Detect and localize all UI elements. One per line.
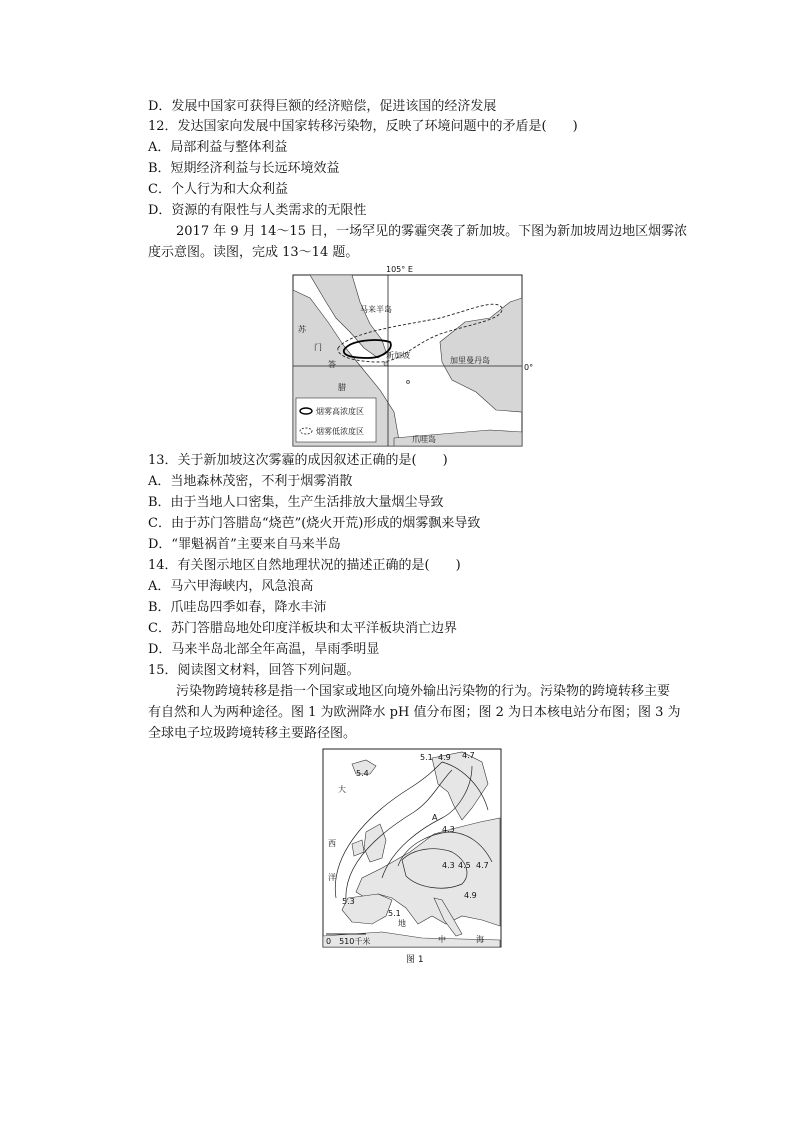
label-da: 大 [338, 785, 346, 794]
legend-high: 烟雾高浓度区 [316, 407, 364, 416]
option-11d: D．发展中国家可获得巨额的经济赔偿，促进该国的经济发展 [148, 99, 497, 114]
question-15: 15．阅读图文材料，回答下列问题。 [148, 663, 360, 678]
value-4-7-b: 4.7 [476, 861, 489, 870]
option-14b: B．爪哇岛四季如春，降水丰沛 [148, 600, 327, 615]
value-4-5: 4.5 [458, 861, 471, 870]
value-4-7: 4.7 [462, 751, 475, 760]
option-12b: B．短期经济利益与长远环境效益 [148, 161, 340, 176]
label-malay: 马来半岛 [360, 305, 392, 314]
value-4-3-a: 4.3 [442, 825, 455, 834]
option-14a: A．马六甲海峡内，风急浪高 [148, 579, 314, 594]
question-13: 13．关于新加坡这次雾霾的成因叙述正确的是( ) [148, 453, 448, 468]
option-14d: D．马来半岛北部全年高温，旱雨季明显 [148, 642, 380, 657]
label-singapore: 新加坡 [386, 351, 410, 360]
value-5-1: 5.1 [420, 753, 433, 762]
question-12: 12．发达国家向发展中国家转移污染物，反映了环境问题中的矛盾是( ) [148, 119, 578, 134]
option-12a: A．局部利益与整体利益 [148, 140, 288, 155]
option-12d: D．资源的有限性与人类需求的无限性 [148, 203, 367, 218]
longitude-label: 105° E [386, 265, 413, 274]
option-13c: C．由于苏门答腊岛“烧芭”(烧火开荒)形成的烟雾飘来导致 [148, 516, 481, 531]
passage-line-1: 2017 年 9 月 14～15 日，一场罕见的雾霾突袭了新加坡。下图为新加坡周边地区烟雾浓 [176, 224, 688, 239]
value-4-9: 4.9 [438, 753, 451, 762]
label-su: 苏 [298, 325, 306, 334]
label-xi: 西 [328, 839, 336, 848]
label-hai: 海 [476, 935, 484, 944]
value-5-3: 5.3 [342, 897, 355, 906]
label-java: 爪哇岛 [412, 435, 436, 444]
label-di: 地 [398, 919, 406, 928]
material-line-2: 有自然和人为两种途径。图 1 为欧洲降水 pH 值分布图；图 2 为日本核电站分布图；图 3 为 [148, 705, 681, 720]
option-14c: C．苏门答腊岛地处印度洋板块和太平洋板块消亡边界 [148, 621, 457, 636]
scale-bar: 0 510千米 [326, 937, 371, 946]
label-yang: 洋 [328, 873, 336, 882]
option-13b: B．由于当地人口密集，生产生活排放大量烟尘导致 [148, 495, 444, 510]
option-13a: A．当地森林茂密，不利于烟雾消散 [148, 474, 353, 489]
label-la: 腊 [338, 383, 346, 392]
value-5-4: 5.4 [356, 769, 369, 778]
value-4-3-b: 4.3 [442, 861, 455, 870]
label-da: 答 [328, 360, 336, 369]
option-12c: C．个人行为和大众利益 [148, 182, 288, 197]
point-a: A [432, 813, 438, 822]
label-kalimantan: 加里曼丹岛 [450, 356, 490, 365]
material-line-1: 污染物跨境转移是指一个国家或地区向境外输出污染物的行为。污染物的跨境转移主要 [176, 684, 671, 699]
material-line-3: 全球电子垃圾跨境转移主要路径图。 [148, 726, 357, 741]
europe-ph-map [322, 748, 502, 950]
haze-map [290, 262, 534, 448]
value-4-9-b: 4.9 [464, 891, 477, 900]
question-14: 14．有关图示地区自然地理状况的描述正确的是( ) [148, 558, 461, 573]
option-13d: D．“罪魁祸首”主要来自马来半岛 [148, 537, 341, 552]
label-men: 门 [314, 343, 322, 352]
legend-low: 烟雾低浓度区 [316, 427, 364, 436]
value-5-1-b: 5.1 [388, 909, 401, 918]
label-equator: 0° [524, 363, 534, 372]
passage-line-2: 度示意图。读图，完成 13～14 题。 [148, 245, 359, 260]
label-zhong: 中 [438, 935, 446, 944]
figure-1-caption: 图 1 [406, 955, 424, 965]
